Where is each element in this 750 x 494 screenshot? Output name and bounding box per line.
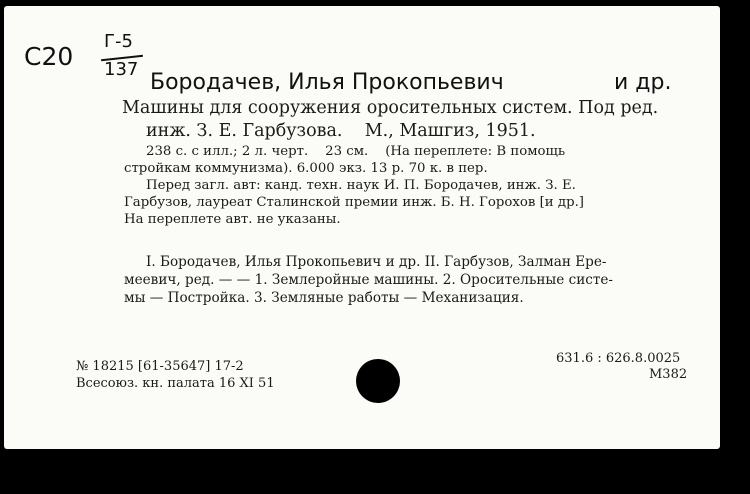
author-mark: М382 [649, 367, 688, 382]
call-number-prefix: C20 [24, 42, 74, 71]
author-heading: Бородачев, Илья Прокопьевич [150, 70, 504, 95]
note-line-1: Перед загл. авт: канд. техн. наук И. П. Бородачев, инж. З. Е. [146, 178, 576, 193]
coauthors-note: и др. [614, 70, 672, 95]
note-line-3: На переплете авт. не указаны. [124, 212, 341, 227]
call-number-denominator: 137 [104, 59, 139, 80]
tracing-line-2: меевич, ред. — — 1. Землеройные машины. 2. Оросительные систе- [124, 272, 614, 288]
note-line-2: Гарбузов, лауреат Сталинской премии инж. Б. Н. Горохов [и др.] [124, 195, 584, 210]
call-number-numerator: Г-5 [104, 31, 133, 52]
udc-index: 631.6 : 626.8.0025 [556, 351, 681, 366]
tracing-line-1: I. Бородачев, Илья Прокопьевич и др. II. Гарбузов, Залман Ере- [146, 254, 607, 270]
title-line-1: Машины для сооружения оросительных систем. Под ред. [122, 98, 659, 118]
collation-line-2: стройкам коммунизма). 6.000 экз. 13 р. 70 к. в пер. [124, 161, 488, 176]
punch-hole [356, 359, 400, 403]
tracing-line-3: мы — Постройка. 3. Земляные работы — Механизация. [124, 290, 524, 306]
collation-line-1: 238 с. с илл.; 2 л. черт. 23 см. (На переплете: В помощь [146, 144, 566, 159]
card-number: № 18215 [61-35647] 17-2 [76, 359, 244, 374]
book-chamber: Всесоюз. кн. палата 16 XI 51 [76, 376, 275, 391]
title-line-2: инж. З. Е. Гарбузова. М., Машгиз, 1951. [146, 121, 536, 141]
